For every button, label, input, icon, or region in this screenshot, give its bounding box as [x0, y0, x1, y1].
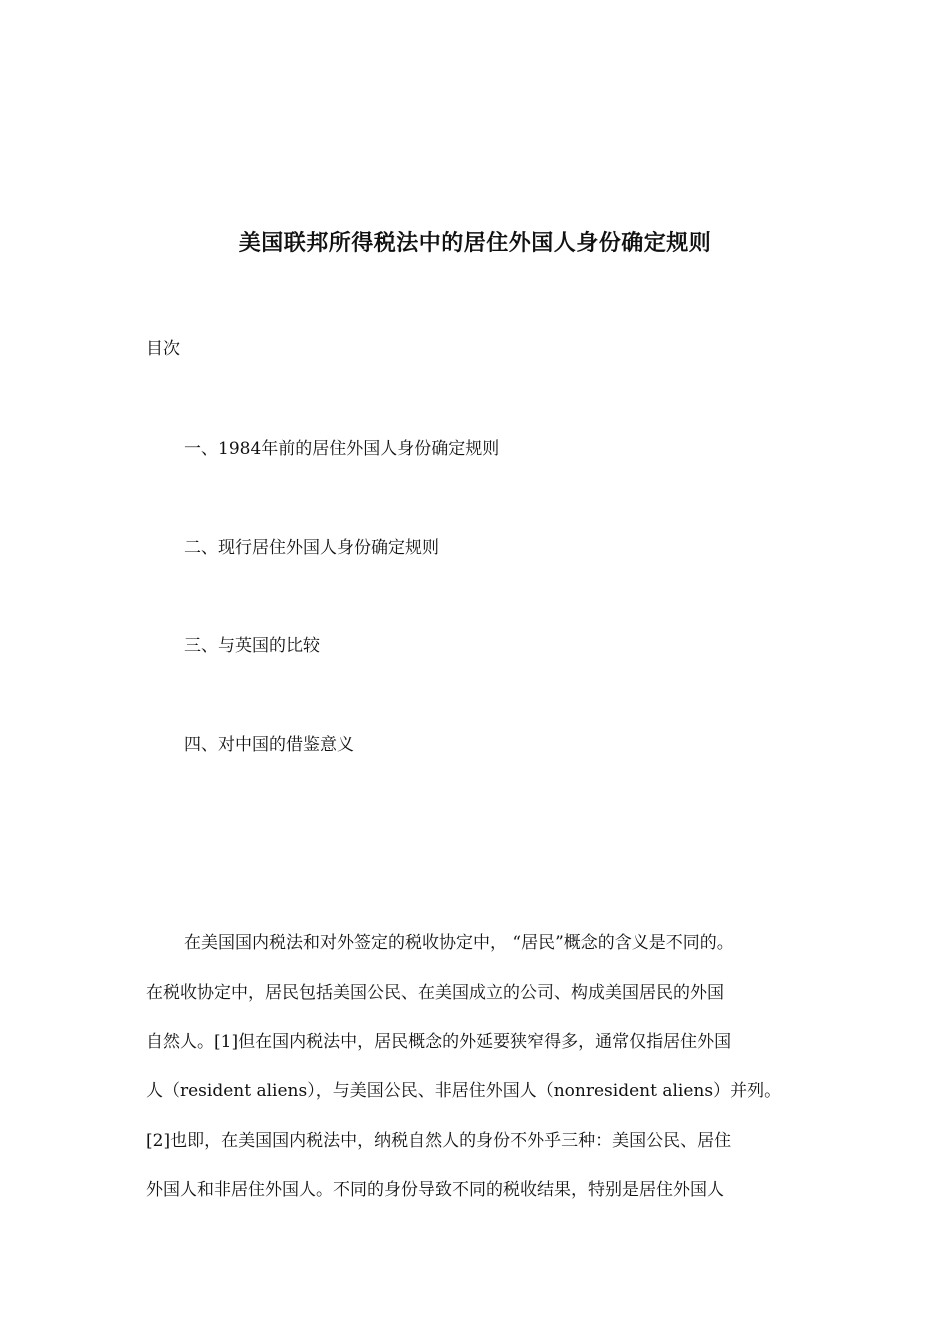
- body-paragraph-line: 人（resident aliens），与美国公民、非居住外国人（nonresident aliens）并列。: [146, 1081, 782, 1101]
- toc-heading: 目次: [146, 339, 180, 359]
- toc-item: 一、1984年前的居住外国人身份确定规则: [184, 439, 500, 459]
- toc-item: 三、与英国的比较: [184, 636, 320, 656]
- body-paragraph-line: 外国人和非居住外国人。不同的身份导致不同的税收结果，特别是居住外国人: [146, 1180, 724, 1200]
- toc-item: 四、对中国的借鉴意义: [184, 735, 354, 755]
- body-paragraph-line: 在美国国内税法和对外签定的税收协定中， “居民”概念的含义是不同的。: [184, 933, 734, 953]
- body-paragraph-line: 在税收协定中，居民包括美国公民、在美国成立的公司、构成美国居民的外国: [146, 983, 724, 1003]
- toc-item: 二、现行居住外国人身份确定规则: [184, 538, 439, 558]
- document-title: 美国联邦所得税法中的居住外国人身份确定规则: [238, 230, 712, 256]
- body-paragraph-line: [2]也即，在美国国内税法中，纳税自然人的身份不外乎三种：美国公民、居住: [146, 1131, 732, 1151]
- body-paragraph-line: 自然人。[1]但在国内税法中，居民概念的外延要狭窄得多，通常仅指居住外国: [146, 1032, 732, 1052]
